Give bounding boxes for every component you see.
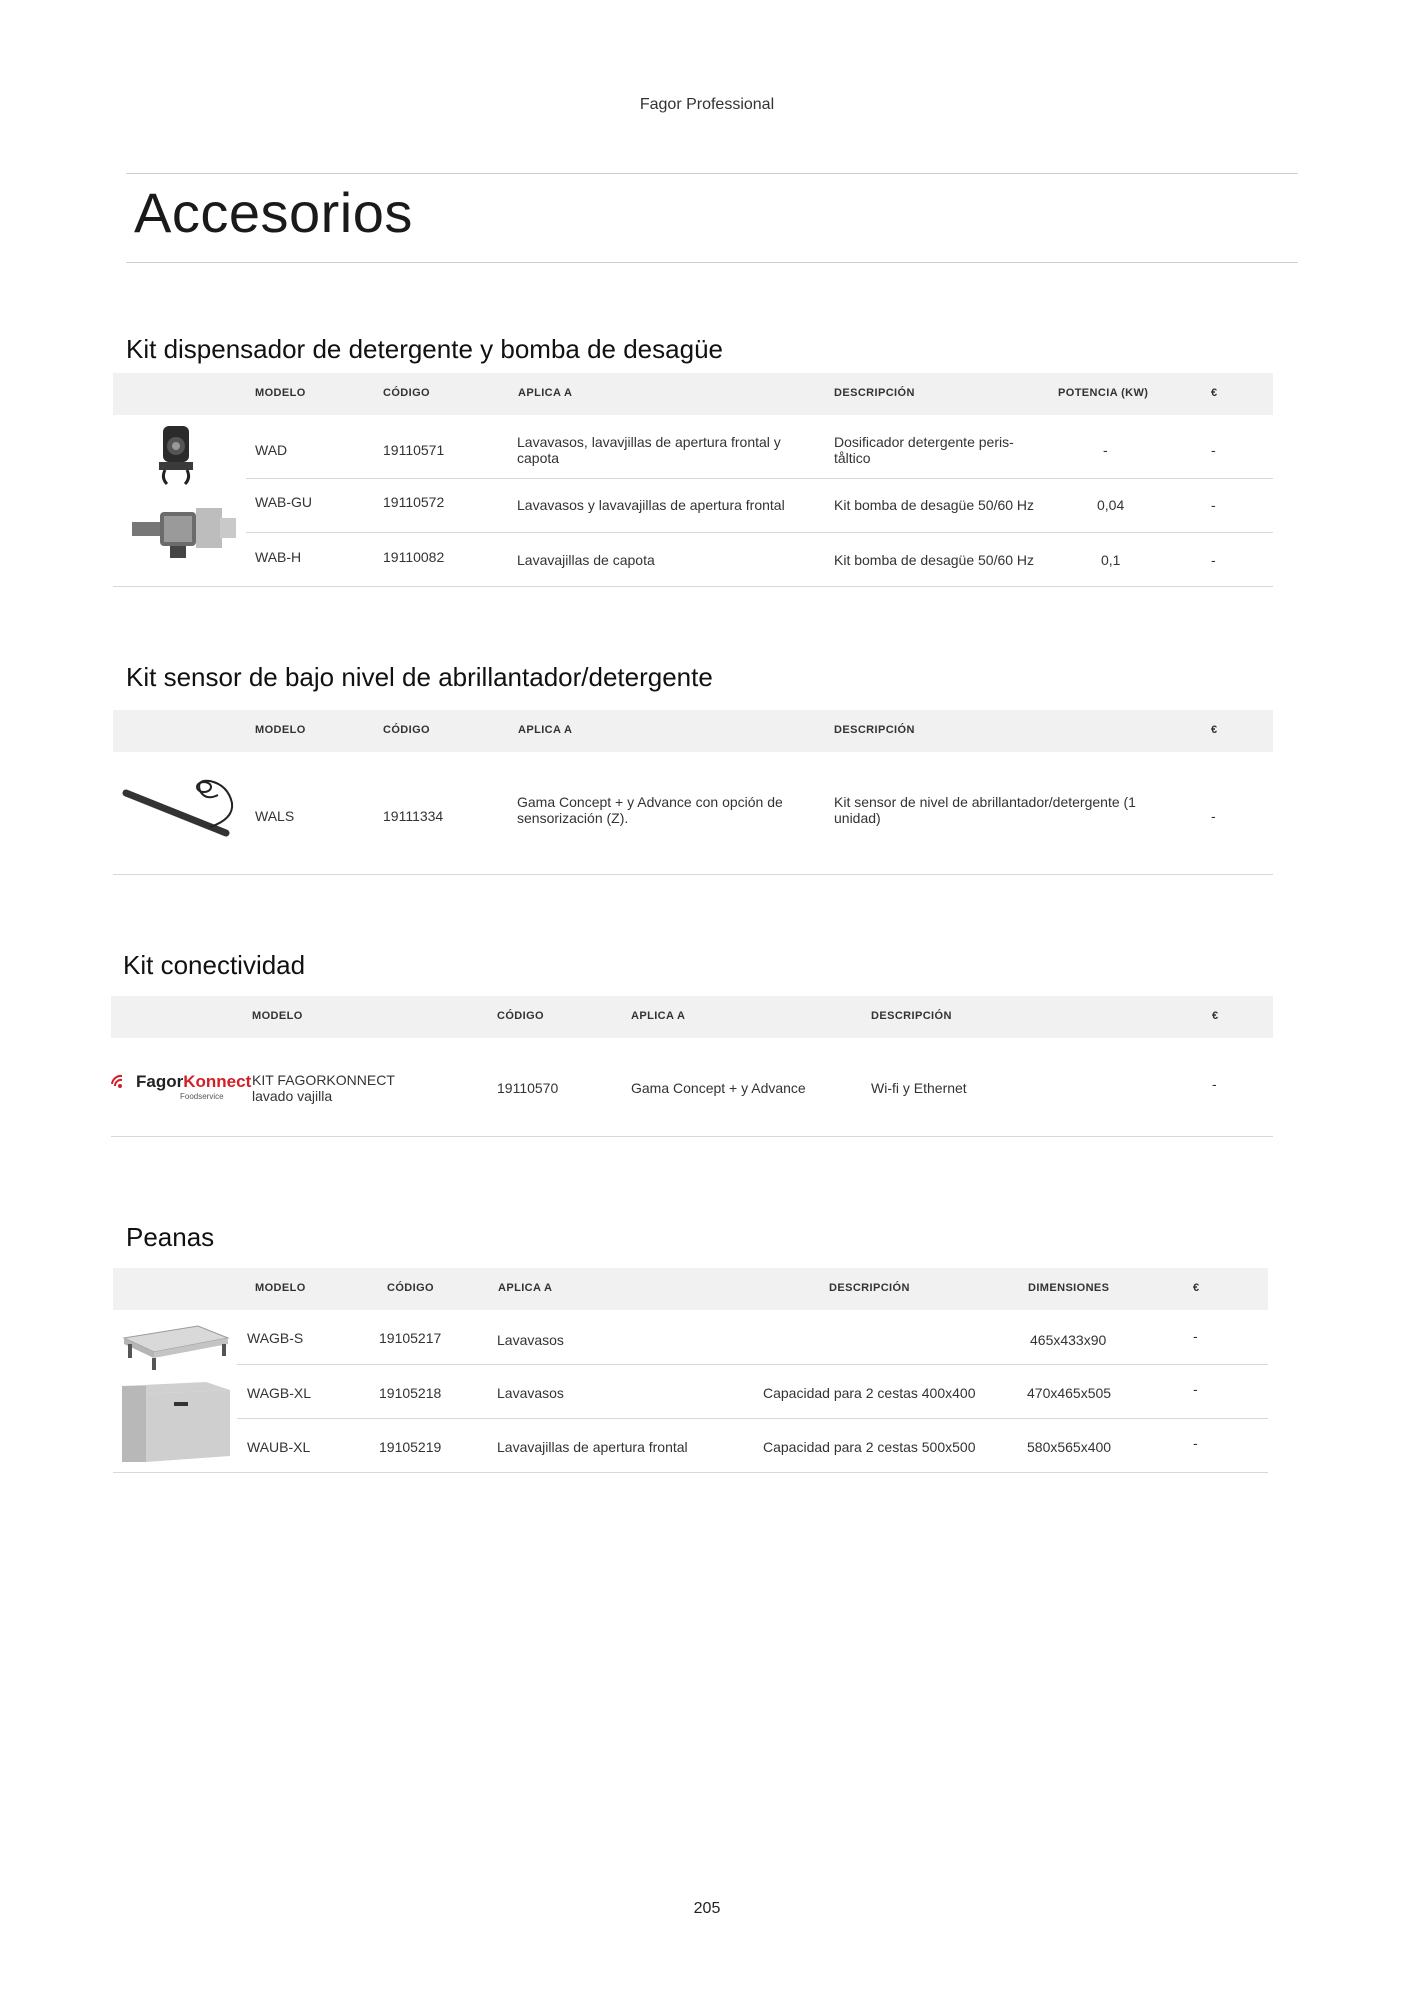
col-precio: € <box>1211 724 1218 736</box>
title-bottom-rule <box>126 262 1298 263</box>
cell-descripcion: Capacidad para 2 cestas 500x500 <box>763 1439 976 1455</box>
cell-potencia: - <box>1103 442 1108 458</box>
col-aplica: APLICA A <box>518 387 573 399</box>
cell-precio: - <box>1211 442 1216 458</box>
cell-modelo: WAB-GU <box>255 494 313 510</box>
cell-precio: - <box>1193 1381 1198 1397</box>
col-modelo: MODELO <box>255 724 306 736</box>
table-header-detergent-kit <box>113 373 1273 415</box>
col-aplica: APLICA A <box>631 1010 686 1022</box>
cell-aplica: Lavavajillas de apertura frontal <box>497 1439 688 1455</box>
cell-modelo-line2: lavado vajilla <box>252 1088 333 1104</box>
col-descripcion: DESCRIPCIÓN <box>834 387 915 399</box>
cell-potencia: 0,04 <box>1097 497 1125 513</box>
title-top-rule <box>126 173 1298 174</box>
col-descripcion: DESCRIPCIÓN <box>834 724 915 736</box>
cell-aplica: Lavavajillas de capota <box>517 552 655 568</box>
section-title-detergent-kit: Kit dispensador de detergente y bomba de desagüe <box>126 334 723 364</box>
cell-codigo: 19105219 <box>379 1439 442 1455</box>
cell-modelo: WAGB-S <box>247 1330 304 1346</box>
table-row <box>113 1365 1268 1418</box>
table-bottom-rule <box>111 1136 1273 1137</box>
cell-descripcion: Capacidad para 2 cestas 400x400 <box>763 1385 976 1401</box>
col-aplica: APLICA A <box>498 1282 553 1294</box>
cell-precio: - <box>1211 552 1216 568</box>
cell-descripcion: Wi-fi y Ethernet <box>871 1080 967 1096</box>
cell-modelo-line1: KIT FAGORKONNECT <box>252 1072 395 1088</box>
col-modelo: MODELO <box>252 1010 303 1022</box>
cell-aplica: Lavavasos <box>497 1332 564 1348</box>
col-precio: € <box>1193 1282 1200 1294</box>
table-header-sensor-kit <box>113 710 1273 752</box>
logo-text-konnect: Konnect <box>183 1072 252 1091</box>
logo-text-fagor: Fagor <box>136 1072 184 1091</box>
table-row <box>113 424 1273 478</box>
table-bottom-rule <box>113 874 1273 875</box>
table-bottom-rule <box>113 586 1273 587</box>
table-header-connectivity-kit <box>111 996 1273 1038</box>
cell-codigo: 19111334 <box>383 808 444 824</box>
cell-descripcion: Kit sensor de nivel de abrillantador/detergente (1 unidad) <box>834 794 1136 826</box>
col-precio: € <box>1211 387 1218 399</box>
col-dimensiones: DIMENSIONES <box>1028 1282 1110 1294</box>
col-modelo: MODELO <box>255 387 306 399</box>
cell-precio: - <box>1193 1328 1198 1344</box>
page-title: Accesorios <box>134 181 413 244</box>
col-codigo: CÓDIGO <box>383 724 431 736</box>
table-row <box>113 752 1273 874</box>
col-codigo: CÓDIGO <box>497 1010 545 1022</box>
col-aplica: APLICA A <box>518 724 573 736</box>
table-row <box>111 1038 1273 1136</box>
cell-aplica: Lavavasos <box>497 1385 564 1401</box>
table-bottom-rule <box>113 1472 1268 1473</box>
cell-modelo: WAB-H <box>255 549 302 565</box>
cell-descripcion: Kit bomba de desagüe 50/60 Hz <box>834 552 1035 568</box>
col-modelo: MODELO <box>255 1282 306 1294</box>
logo-subtext: Foodservice <box>180 1092 224 1101</box>
cell-codigo: 19110571 <box>383 442 445 458</box>
cell-codigo: 19110570 <box>497 1080 559 1096</box>
section-title-connectivity-kit: Kit conectividad <box>123 950 306 980</box>
section-title-peanas: Peanas <box>126 1222 215 1252</box>
cell-modelo: WALS <box>255 808 295 824</box>
cell-aplica: Lavavasos y lavavajillas de apertura frontal <box>517 497 785 513</box>
col-descripcion: DESCRIPCIÓN <box>871 1010 952 1022</box>
cell-modelo: WAGB-XL <box>247 1385 312 1401</box>
cell-precio: - <box>1212 1076 1217 1092</box>
cell-dimensiones: 580x565x400 <box>1027 1439 1112 1455</box>
table-row <box>113 1310 1268 1364</box>
col-potencia: POTENCIA (KW) <box>1058 387 1149 399</box>
brand-header: Fagor Professional <box>639 96 775 113</box>
table-row <box>113 1419 1268 1472</box>
cell-codigo: 19105217 <box>379 1330 442 1346</box>
cell-aplica: Gama Concept + y Advance con opción de sensorización (Z). <box>517 794 783 826</box>
col-codigo: CÓDIGO <box>383 387 431 399</box>
cell-modelo: WAD <box>255 442 288 458</box>
cell-codigo: 19110572 <box>383 494 445 510</box>
cell-precio: - <box>1211 497 1216 513</box>
cell-codigo: 19105218 <box>379 1385 442 1401</box>
table-header-peanas <box>113 1268 1268 1310</box>
cell-precio: - <box>1211 808 1216 824</box>
cell-descripcion: Dosificador detergente peris-tåltico <box>834 434 1014 466</box>
cell-potencia: 0,1 <box>1101 552 1121 568</box>
page-number: 205 <box>693 1900 721 1917</box>
col-codigo: CÓDIGO <box>387 1282 435 1294</box>
cell-precio: - <box>1193 1435 1198 1451</box>
col-precio: € <box>1212 1010 1219 1022</box>
cell-dimensiones: 465x433x90 <box>1030 1332 1107 1348</box>
cell-aplica: Lavavasos, lavavjillas de apertura frontal y capota <box>517 434 781 466</box>
cell-descripcion: Kit bomba de desagüe 50/60 Hz <box>834 497 1035 513</box>
cell-modelo: WAUB-XL <box>247 1439 311 1455</box>
cell-codigo: 19110082 <box>383 549 445 565</box>
cell-aplica: Gama Concept + y Advance <box>631 1080 806 1096</box>
table-row <box>113 533 1273 586</box>
section-title-sensor-kit: Kit sensor de bajo nivel de abrillantador/detergente <box>126 662 713 692</box>
cell-dimensiones: 470x465x505 <box>1027 1385 1112 1401</box>
table-row <box>113 479 1273 532</box>
col-descripcion: DESCRIPCIÓN <box>829 1282 910 1294</box>
